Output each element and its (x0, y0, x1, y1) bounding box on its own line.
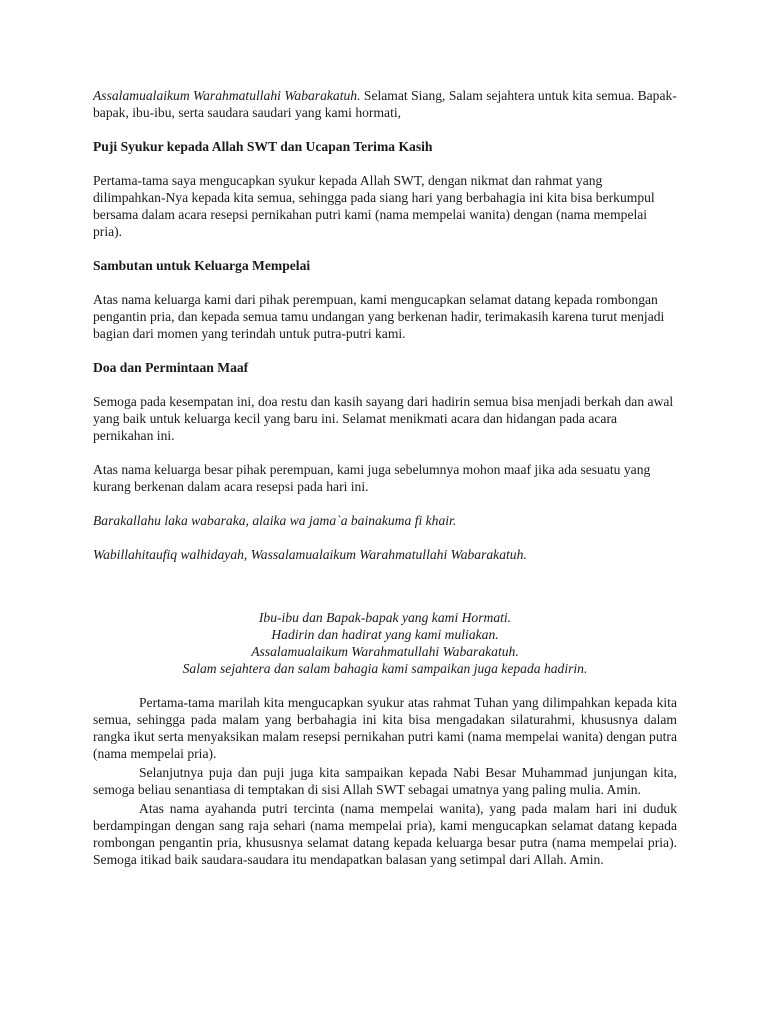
centered-line: Hadirin dan hadirat yang kami muliakan. (271, 627, 499, 642)
justified-paragraph: Selanjutnya puja dan puji juga kita sampaikan kepada Nabi Besar Muhammad junjungan kita, semoga beliau senantiasa di temptakan di sisi Allah SWT sebagai umatnya yang paling mulia. Amin. (93, 765, 677, 797)
intro-greeting: Assalamualaikum Warahmatullahi Wabarakatuh. (93, 88, 361, 103)
section-paragraph-welcome: Atas nama keluarga kami dari pihak perempuan, kami mengucapkan selamat datang kepada rombongan pengantin pria, dan kepada semua tamu undangan yang berkenan hadir, terimakasih karena turut menjadi bagian dari momen yang terindah untuk putra-putri kami. (93, 292, 665, 341)
closing-line: Wabillahitaufiq walhidayah, Wassalamualaikum Warahmatullahi Wabarakatuh. (93, 547, 527, 562)
centered-line: Salam sejahtera dan salam bahagia kami sampaikan juga kepada hadirin. (182, 661, 588, 676)
section-paragraph-thanks: Pertama-tama saya mengucapkan syukur kepada Allah SWT, dengan nikmat dan rahmat yang dilimpahkan-Nya kepada kita semua, sehingga pada siang hari yang berbahagia ini kita bisa berkumpul bersama dalam acara resepsi pernikahan putri kami (nama mempelai wanita) dengan (nama mempelai pria). (93, 173, 655, 239)
centered-greeting (93, 609, 677, 677)
section-paragraph-prayer: Semoga pada kesempatan ini, doa restu dan kasih sayang dari hadirin semua bisa menjadi berkah dan awal yang baik untuk keluarga kecil yang baru ini. Selamat menikmati acara dan hidangan pada acara pernikahan ini. (93, 394, 674, 443)
document-page (93, 87, 677, 868)
centered-line: Assalamualaikum Warahmatullahi Wabarakatuh. (251, 644, 519, 659)
centered-line: Ibu-ibu dan Bapak-bapak yang kami Hormati. (258, 610, 512, 625)
justified-paragraph: Atas nama ayahanda putri tercinta (nama mempelai wanita), yang pada malam hari ini duduk berdampingan dengan sang raja sehari (nama mempelai pria), kami mengucapkan selamat datang kepada rombongan pengantin pria, khususnya selamat datang kepada keluarga besar putra (nama mempelai pria). Semoga itikad baik saudara-saudara itu mendapatkan balasan yang setimpal dari Allah. Amin. (93, 801, 677, 867)
section-heading-welcome: Sambutan untuk Keluarga Mempelai (93, 258, 311, 273)
intro-rest: Selamat Siang, Salam sejahtera untuk kita semua. Bapak-bapak, ibu-ibu, serta saudara saudari yang kami hormati, (93, 88, 677, 120)
section-heading-thanks: Puji Syukur kepada Allah SWT dan Ucapan Terima Kasih (93, 139, 433, 154)
section-paragraph-apology: Atas nama keluarga besar pihak perempuan, kami juga sebelumnya mohon maaf jika ada sesuatu yang kurang berkenan dalam acara resepsi pada hari ini. (93, 462, 651, 494)
blessing-line: Barakallahu laka wabaraka, alaika wa jama`a bainakuma fi khair. (93, 513, 457, 528)
justified-paragraph: Pertama-tama marilah kita mengucapkan syukur atas rahmat Tuhan yang dilimpahkan kepada kita semua, sehingga pada malam yang berbahagia ini kita bisa mengadakan silaturahmi, khususnya dalam rangka ikut serta menyaksikan malam resepsi pernikahan putri kami (nama mempelai wanita) dengan putra (nama mempelai pria). (93, 695, 677, 761)
intro-paragraph (93, 87, 677, 121)
section-heading-prayer: Doa dan Permintaan Maaf (93, 360, 249, 375)
